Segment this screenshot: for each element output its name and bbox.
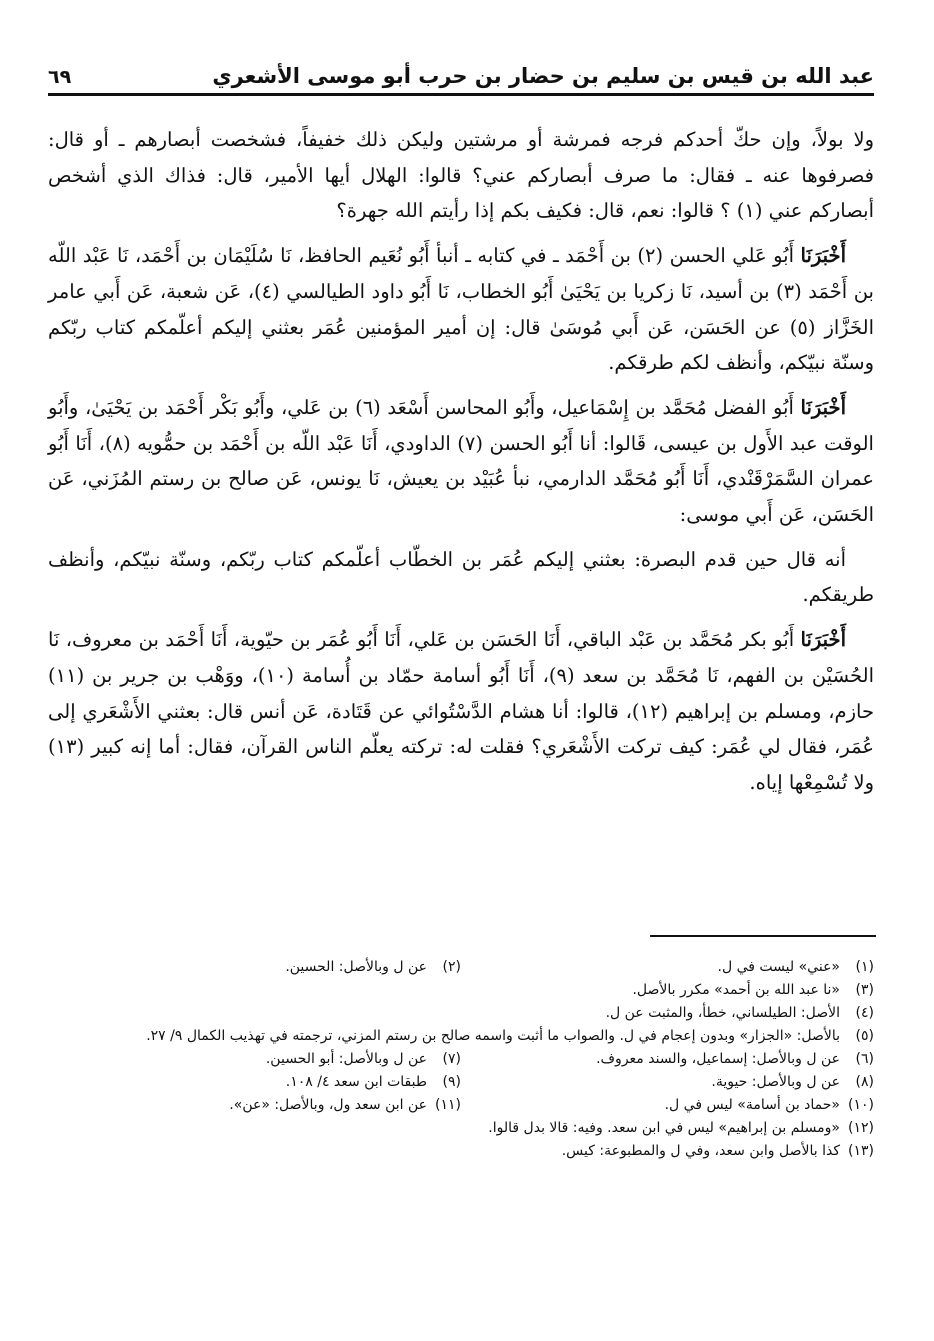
paragraph [48,122,874,229]
running-title: عبد الله بن قيس بن سليم بن حضار بن حرب أبو موسى الأشعري [212,64,874,88]
footnote-text: كذا بالأصل وابن سعد، وفي ل والمطبوعة: كيس. [561,1143,840,1159]
paragraph [48,542,874,613]
footnote [48,1002,874,1025]
footnote-text: طبقات ابن سعد ٤/ ١٠٨. [285,1074,427,1090]
footnote-text: عن ابن سعد ول، وبالأصل: «عن». [229,1097,427,1113]
footnote-text: بالأصل: «الجزار» وبدون إعجام في ل. والصواب ما أثبت واسمه صالح بن رستم المزني، ترجمته في تهذيب الكمال ٩/ ٢٧. [146,1028,840,1044]
footnote-number: (١٢) [848,1120,874,1136]
paragraph [48,622,874,801]
paragraph-text: أَبُو الفضل مُحَمَّد بن إِسْمَاعيل، وأَبُو المحاسن أَسْعَد (٦) بن عَلي، وأَبُو بَكْر أَحْمَد بن يَحْيَىٰ، وأَبُو الوقت عبد الأَول بن عيسى، قَالوا: أنا أَبُو الحسن (٧) الداودي، أَنَا عَبْد اللّه بن أَحْمَد بن حمُّويه (٨)، أَنَا أَبُو عمران السَّمَرْقَنْدي، أَنَا أَبُو مُحَمَّد الدارمي، نبأ عُبَيْد بن يعيش، نَا يونس، عَن صالح بن رستم المُزَني، عَن الحَسَن، عَن أَبي موسى: [48,395,874,527]
footnotes [48,956,874,1163]
footnote-text: «ومسلم بن إبراهيم» ليس في ابن سعد. وفيه: قالا بدل قالوا. [488,1120,840,1136]
footnote [48,1094,461,1117]
page-number: ٦٩ [48,66,72,88]
footnote-number: (٥) [855,1028,874,1044]
footnote-number: (١٣) [848,1143,874,1159]
footnote-text: «نا عبد الله بن أحمد» مكرر بالأصل. [632,982,840,998]
footnote-number: (٧) [442,1051,461,1067]
paragraph-lead: أَخْبَرَنَا [800,628,846,652]
footnote-text: «حماد بن أسامة» ليس في ل. [664,1097,840,1113]
footnote-number: (١٠) [848,1097,874,1113]
footnote-text: عن ل وبالأصل: الحسين. [285,959,427,975]
paragraph-text: ولا بولاً، وإن حكّ أحدكم فرجه فمرشة أو مرشتين وليكن ذلك خفيفاً، فشخصت أبصارهم ـ أو قال: فصرفوها عنه ـ فقال: ما صرف أبصاركم عني؟ قالوا: الهلال أيها الأمير، قال: فذاك الذي أشخص أبصاركم عني (١) ؟ قالوا: نعم، قال: فكيف بكم إذا رأيتم الله جهرة؟ [48,128,874,223]
footnote [461,1048,874,1071]
footnote [48,956,461,979]
footnote [48,1025,874,1048]
footnote-rule [650,935,876,937]
footnote-number: (١) [855,959,874,975]
footnote-text: عن ل وبالأصل: أبو الحسين. [265,1051,427,1067]
footnote-number: (٣) [855,982,874,998]
footnote-number: (٦) [855,1051,874,1067]
paragraph-text: أنه قال حين قدم البصرة: بعثني إليكم عُمَر بن الخطّاب أعلّمكم كتاب ربّكم، وسنّة نبيّكم، وأنظف طريقكم. [48,547,874,607]
footnote [48,1117,874,1140]
footnote [48,1048,461,1071]
footnote [461,1071,874,1094]
footnote-number: (٩) [442,1074,461,1090]
footnote [48,1140,874,1163]
paragraph-lead: أَخْبَرَنَا [800,244,847,268]
footnote-number: (١١) [435,1097,461,1113]
footnote-number: (٤) [855,1005,874,1021]
footnote [461,956,874,979]
header-rule [48,93,874,96]
paragraph-text: أَبُو عَلي الحسن (٢) بن أَحْمَد ـ في كتابه ـ أنبأ أَبُو نُعَيم الحافظ، نَا سُلَيْمَان بن أَحْمَد، نَا عَبْد اللّه بن أَحْمَد (٣) بن أسيد، نَا زكريا بن يَحْيَىٰ أَبُو الخطاب، نَا أَبُو داود الطيالسي (٤)، عَن شعبة، عَن أَبي عامر الخَزَّاز (٥) عن الحَسَن، عَن أَبي مُوسَىٰ قال: إن أمير المؤمنين عُمَر بعثني إليكم أعلّمكم كتاب ربّكم وسنّة نبيّكم، وأنظف لكم طرقكم. [48,244,874,375]
footnote-number: (٢) [442,959,461,975]
paragraph-lead: أَخْبَرَنَا [800,395,846,419]
footnote [461,1094,874,1117]
footnote-number: (٨) [855,1074,874,1090]
footnote-text: «عني» ليست في ل. [717,959,840,975]
running-header [48,58,874,96]
footnote-text: الأصل: الطيلساني، خطأ، والمثبت عن ل. [605,1005,840,1021]
footnote [48,979,874,1002]
paragraph [48,390,874,533]
main-text [48,122,874,810]
footnote-text: عن ل وبالأصل: إسماعيل، والسند معروف. [596,1051,840,1067]
footnote [48,1071,461,1094]
paragraph-text: أَبُو بكر مُحَمَّد بن عَبْد الباقي، أَنَا الحَسَن بن عَلي، أَنَا أَبُو عُمَر بن حيّوية، أَنَا أَحْمَد بن معروف، نَا الحُسَيْن بن الفهم، نَا مُحَمَّد بن سعد (٩)، أَنَا أَبُو أسامة حمّاد بن أُسامة (١٠)، ووَهْب بن جرير بن (١١) حازم، ومسلم بن إبراهيم (١٢)، قالوا: أنا هشام الدَّسْتُوائي عن قَتَادة، عَن أنس قال: بعثني الأَشْعَري إلى عُمَر، فقال لي عُمَر: كيف تركت الأَشْعَري؟ فقلت له: تركته يعلّم الناس القرآن، فقال: أما إنه كبير (١٣) ولا تُسْمِعْها إياه. [48,628,874,794]
footnote-text: عن ل وبالأصل: حيوية. [711,1074,840,1090]
paragraph [48,238,874,381]
